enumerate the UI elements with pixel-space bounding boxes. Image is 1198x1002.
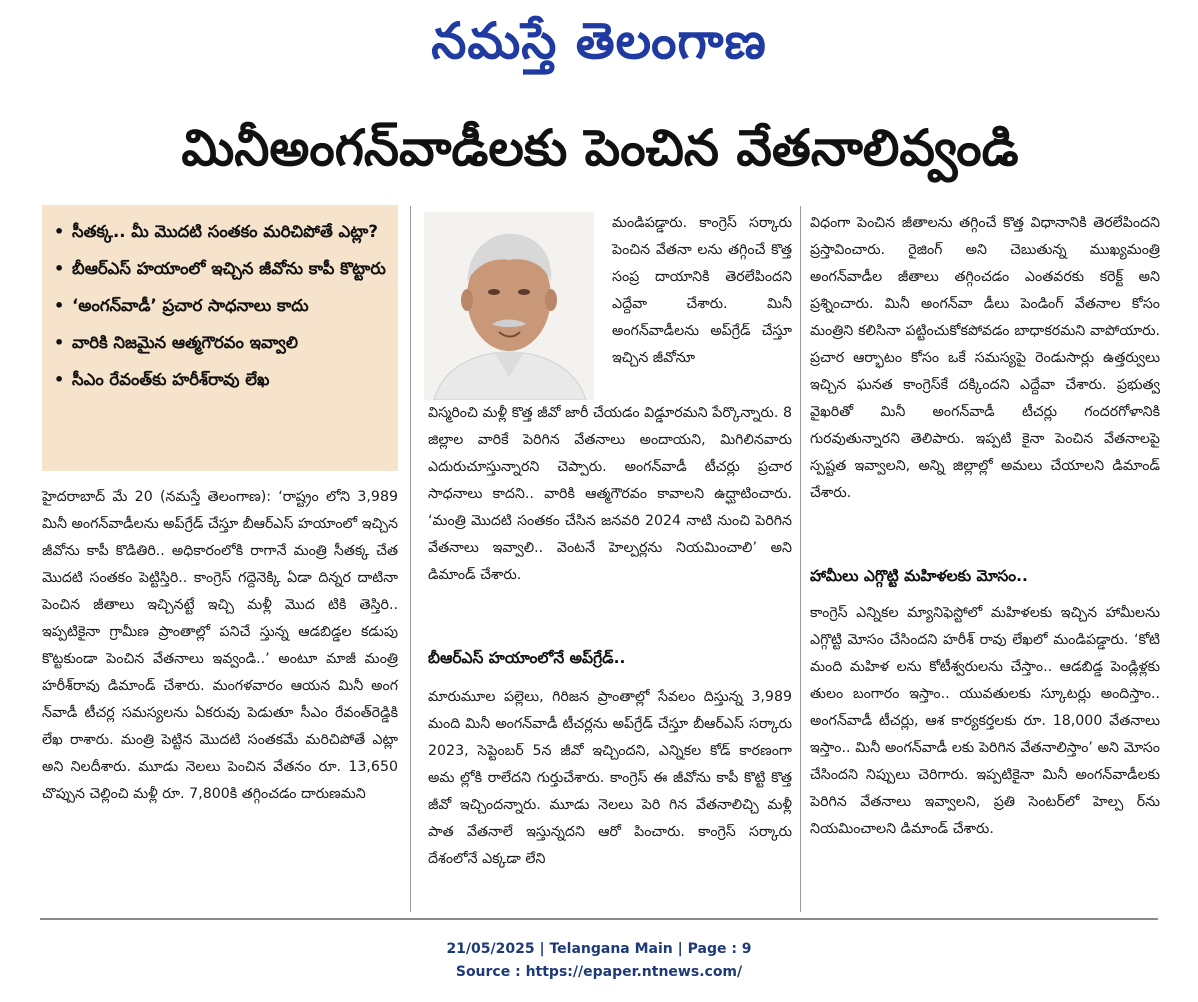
column-2-bottom-text: మారుమూల పల్లెలు, గిరిజన ప్రాంతాల్లో సేవలం దిస్తున్న 3,989 మంది మినీ అంగన్‌వాడీ టీచర్లను అప్‌గ్రేడ్ చేస్తూ బీఆర్‌ఎస్ సర్కారు 2023, సెప్టెంబర్ 5న జీవో ఇచ్చిందని, ఎన్నికల కోడ్ కారణంగా అమ ల్లోకి రాలేదని గుర్తుచేశారు. కాంగ్రెస్ ఈ జీవోను కాపీ కొట్టి కొత్త జీవో ఇచ్చిందన్నారు. మూడు నెలలు పెరి గిన వేతనాలిచ్చి మళ్లీ పాత వేతనాలే ఇస్తున్నదని ఆరో పించారు. కాంగ్రెస్ సర్కారు దేశంలోనే ఎక్కడా లేని bbox=[428, 689, 792, 867]
bullet-icon: • bbox=[54, 259, 65, 278]
column-2-middle-text: విస్మరించి మళ్లీ కొత్త జీవో జారీ చేయడం విడ్డూరమని పేర్కొన్నారు. 8 జిల్లాల వారికే పెరిగిన వేతనాలు అందాయని, మిగిలినవారు ఎదురుచూస్తున్నారని చెప్పారు. అంగన్‌వాడీ టీచర్లు ప్రచార సాధనాలు కాదని.. వారికి ఆత్మగౌరవం కావాలని ఉద్ఘాటించారు. ‘మంత్రి మొదటి సంతకం చేసిన జనవరి 2024 నాటి నుంచి పెరిగిన వేతనాలు ఇవ్వాలి.. వెంటనే హెల్పర్లను నియమించాలి’ అని డిమాండ్ చేశారు. bbox=[428, 405, 792, 583]
article-headline: మినీఅంగన్‌వాడీలకు పెంచిన వేతనాలివ్వండి bbox=[181, 119, 1019, 177]
column-divider bbox=[410, 206, 411, 912]
portrait-image bbox=[424, 212, 594, 400]
highlight-text: సీతక్క.. మీ మొదటి సంతకం మరిచిపోతే ఎట్లా? bbox=[72, 222, 378, 241]
bullet-icon: • bbox=[54, 370, 65, 389]
footer-source-link[interactable]: Source : https://epaper.ntnews.com/ bbox=[455, 964, 743, 980]
highlights-box bbox=[42, 205, 398, 471]
masthead-logo: నమస్తే తెలంగాణ bbox=[431, 12, 767, 70]
footer-divider bbox=[40, 918, 1158, 920]
column-3-bottom-text: కాంగ్రెస్ ఎన్నికల మ్యానిఫెస్టోలో మహిళలకు ఇచ్చిన హామీలను ఎగ్గొట్టి మోసం చేసిందని హరీశ్ రావు లేఖలో మండిపడ్డారు. ‘కోటి మంది మహిళ లను కోటీశ్వరులను చేస్తాం.. ఆడబిడ్డ పెండ్లిళ్లకు తులం బంగారం ఇస్తాం.. యువతులకు స్కూటర్లు అందిస్తాం.. అంగన్‌వాడీ టీచర్లు, ఆశ కార్యకర్తలకు రూ. 18,000 వేతనాలు ఇస్తాం.. మినీ అంగన్‌వాడీ లకు పెరిగిన వేతనాలిస్తాం’ అని మోసం చేసిందని నిప్పులు చెరిగారు. ఇప్పటికైనా మినీ అంగన్‌వాడీలకు పెరిగిన వేతనాలు ఇవ్వాలని, ప్రతి సెంటర్‌లో హెల్ప ర్‌ను నియమించాలని డిమాండ్ చేశారు. bbox=[810, 605, 1160, 837]
column-2-top-text: మండిపడ్డారు. కాంగ్రెస్ సర్కారు పెంచిన వేతనా లను తగ్గించే కొత్త సంప్ర దాయానికి తెరలేపిందని ఎద్దేవా చేశారు. మినీ అంగన్‌వాడీలను అప్‌గ్రేడ్ చేస్తూ ఇచ్చిన జీవోనూ bbox=[612, 215, 792, 366]
highlight-text: బీఆర్‌ఎస్ హయాంలో ఇచ్చిన జీవోను కాపీ కొట్టారు bbox=[72, 259, 386, 278]
bullet-icon: • bbox=[54, 333, 65, 352]
column-2-subheading: బీఆర్‌ఎస్ హయాంలోనే అప్‌గ్రేడ్.. bbox=[428, 649, 626, 667]
highlight-item bbox=[54, 324, 388, 361]
footer-date-edition: 21/05/2025 | Telangana Main | Page : 9 bbox=[446, 941, 752, 957]
column-1-text: హైదరాబాద్ మే 20 (నమస్తే తెలంగాణ): ‘రాష్ట్రం లోని 3,989 మినీ అంగన్‌వాడీలను అప్‌గ్రేడ్ చేస్తూ బీఆర్‌ఎస్ హయాంలో ఇచ్చిన జీవోను కాపీ కొడితిరి.. అధికారంలోకి రాగానే మంత్రి సీతక్క చేత మొదటి సంతకం పెట్టిస్తిరి.. కాంగ్రెస్ గద్దెనెక్కి ఏడా దిన్నర దాటినా పెంచిన జీతాలు ఇచ్చినట్టే ఇచ్చి మళ్లీ మొద టికి తెస్తిరి.. ఇప్పటికైనా గ్రామీణ ప్రాంతాల్లో పనిచే స్తున్న ఆడబిడ్డల కడుపు కొట్టకుండా పెంచిన వేతనాలు ఇవ్వండి..’ అంటూ మాజీ మంత్రి హరీశ్‌రావు డిమాండ్ చేశారు. మంగళవారం ఆయన మినీ అంగ న్‌వాడీ టీచర్ల సమస్యలను ఏకరువు పెడుతూ సీఎం రేవంత్‌రెడ్డికి లేఖ రాశారు. మంత్రి పెట్టిన మొదటి సంతకమే మరిచిపోతే ఎట్లా అని నిలదీశారు. మూడు నెలలు పెంచిన వేతనం రూ. 13,650 చొప్పున చెల్లించి మళ్లీ రూ. 7,800కి తగ్గించడం దారుణమని bbox=[42, 489, 398, 802]
bullet-icon: • bbox=[54, 296, 65, 315]
highlight-item bbox=[54, 250, 388, 287]
column-3-subheading: హామీలు ఎగ్గొట్టి మహిళలకు మోసం.. bbox=[810, 567, 1028, 585]
highlight-text: ‘అంగన్‌వాడీ’ ప్రచార సాధనాలు కాదు bbox=[72, 296, 309, 315]
highlight-text: సీఎం రేవంత్‌కు హరీశ్‌రావు లేఖ bbox=[72, 370, 270, 389]
highlight-item bbox=[54, 213, 388, 250]
column-divider bbox=[800, 206, 801, 912]
highlight-item bbox=[54, 287, 388, 324]
highlight-text: వారికి నిజమైన ఆత్మగౌరవం ఇవ్వాలి bbox=[72, 333, 298, 352]
bullet-icon: • bbox=[54, 222, 65, 241]
portrait-photo bbox=[424, 212, 594, 400]
highlight-item bbox=[54, 361, 388, 398]
column-3-top-text: విధంగా పెంచిన జీతాలను తగ్గించే కొత్త విధానానికి తెరలేపిందని ప్రస్తావించారు. రైజింగ్ అని చెబుతున్న ముఖ్యమంత్రి అంగన్‌వాడీల జీతాలు తగ్గించడం ఎంతవరకు కరెక్ట్ అని ప్రశ్నించారు. మినీ అంగన్‌వా డీలు పెండింగ్ వేతనాల కోసం మంత్రిని కలిసినా పట్టించుకోకపోవడం బాధాకరమని వాపోయారు. ప్రచార ఆర్భాటం కోసం ఒకే సమస్యపై రెండుసార్లు ఉత్తర్వులు ఇచ్చిన ఘనత కాంగ్రెస్‌కే దక్కిందని ఎద్దేవా చేశారు. ప్రభుత్వ వైఖరితో మినీ అంగన్‌వాడీ టీచర్లు గందరగోళానికి గురవుతున్నారని తెలిపారు. ఇప్పటి కైనా పెంచిన వేతనాలపై స్పష్టత ఇవ్వాలని, అన్ని జిల్లాల్లో అమలు చేయాలని డిమాండ్ చేశారు. bbox=[810, 215, 1160, 501]
